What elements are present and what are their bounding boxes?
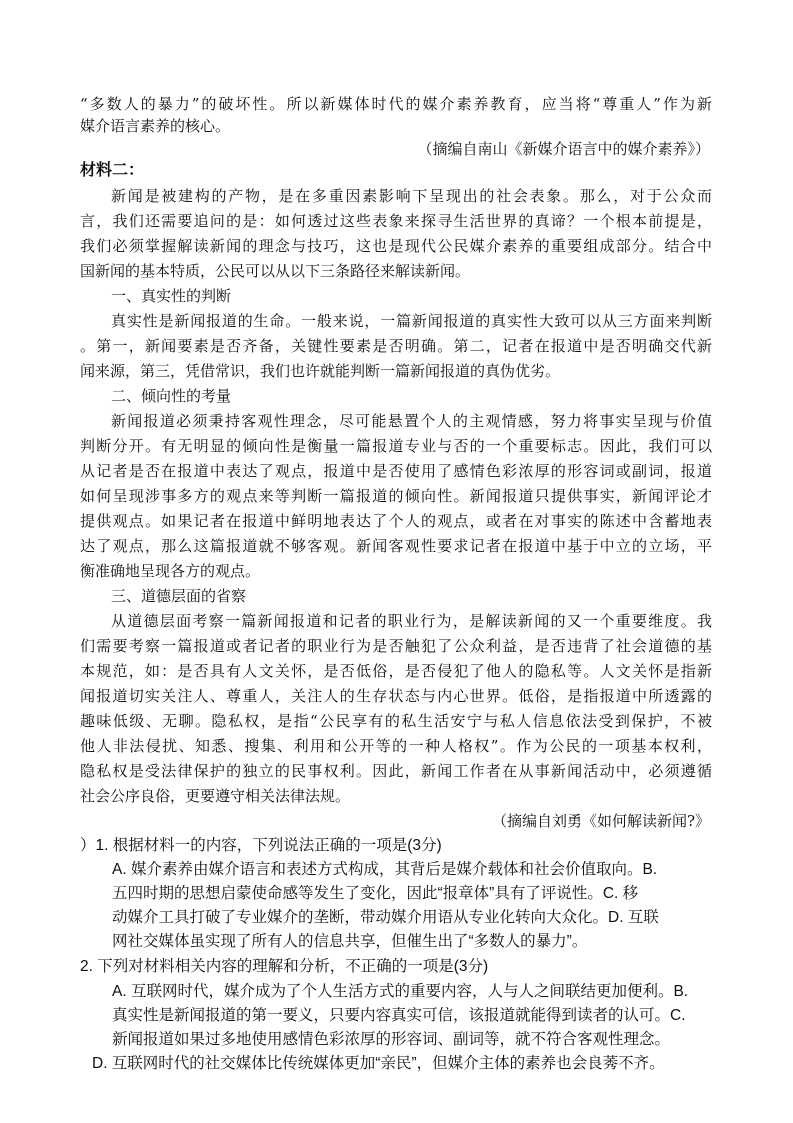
- paragraph-line: 们需要考察一篇报道或者记者的职业行为是否触犯了公众利益，是否违背了社会道德的基: [80, 637, 712, 655]
- option-line: 动媒介工具打破了专业媒介的垄断，带动媒介用语从专业化转向大众化。D. 互联: [112, 909, 659, 926]
- question-stem: ）1. 根据材料一的内容，下列说法正确的一项是(3分): [80, 837, 442, 854]
- option-line: 真实性是新闻报道的第一要义，只要内容真实可信，该报道就能得到读者的认可。C.: [112, 1007, 686, 1024]
- paragraph-line: 他人非法侵扰、知悉、搜集、利用和公开等的一种人格权”。作为公民的一项基本权利，: [80, 737, 712, 755]
- paragraph-line: 如何呈现涉事多方的观点来等判断一篇报道的倾向性。新闻报道只提供事实，新闻评论才: [80, 487, 712, 505]
- subsection-title: 一、真实性的判断: [111, 287, 232, 305]
- source-citation: （摘编自南山《新媒介语言中的媒介素养》）: [417, 140, 710, 158]
- paragraph-line: 衡准确地呈现各方的观点。: [80, 562, 261, 580]
- option-line: 网社交媒体虽实现了所有人的信息共享，但催生出了“多数人的暴力”。: [112, 933, 588, 950]
- option-line: 五四时期的思想启蒙使命感等发生了变化，因此“报章体”具有了评说性。C. 移: [112, 885, 639, 902]
- question-stem: 2. 下列对材料相关内容的理解和分析，不正确的一项是(3分): [80, 958, 489, 975]
- paragraph-line: 社会公序良俗，更要遵守相关法律法规。: [80, 787, 351, 805]
- paragraph-line: 我们必须掌握解读新闻的理念与技巧，这也是现代公民媒介素养的重要组成部分。结合中: [80, 237, 712, 255]
- paragraph-line: 新闻报道必须秉持客观性理念，尽可能悬置个人的主观情感，努力将事实呈现与价值: [111, 412, 712, 430]
- paragraph-line: 新闻是被建构的产物，是在多重因素影响下呈现出的社会表象。那么，对于公众而: [111, 187, 712, 205]
- section-heading: 材料二：: [80, 160, 145, 179]
- paragraph-line: 从记者是否在报道中表达了观点，报道中是否使用了感情色彩浓厚的形容词或副词，报道: [80, 462, 712, 480]
- option-line: A. 互联网时代，媒介成为了个人生活方式的重要内容，人与人之间联结更加便利。B.: [112, 983, 689, 1000]
- paragraph-line: 隐私权是受法律保护的独立的民事权利。因此，新闻工作者在从事新闻活动中，必须遵循: [80, 762, 712, 780]
- subsection-title: 三、道德层面的省察: [111, 587, 247, 605]
- subsection-title: 二、倾向性的考量: [111, 387, 232, 405]
- paragraph-line: 本规范，如：是否具有人文关怀，是否低俗，是否侵犯了他人的隐私等。人文关怀是指新: [80, 662, 712, 680]
- paragraph-line: 言，我们还需要追问的是：如何透过这些表象来探寻生活世界的真谛？一个根本前提是，: [80, 212, 712, 230]
- paragraph-line: 媒介语言素养的核心。: [80, 117, 231, 135]
- paragraph-line: 真实性是新闻报道的生命。一般来说，一篇新闻报道的真实性大致可以从三方面来判断: [111, 312, 712, 330]
- option-line: 新闻报道如果过多地使用感情色彩浓厚的形容词、副词等，就不符合客观性理念。: [112, 1031, 671, 1048]
- paragraph-line: 达了观点，那么这篇报道就不够客观。新闻客观性要求记者在报道中基于中立的立场，平: [80, 537, 712, 555]
- paragraph-line: 闻来源，第三，凭借常识，我们也许就能判断一篇新闻报道的真伪优劣。: [80, 362, 561, 380]
- paragraph-line: 闻报道切实关注人、尊重人，关注人的生存状态与内心世界。低俗，是指报道中所透露的: [80, 687, 712, 705]
- paragraph-line: 趣味低级、无聊。隐私权，是指“公民享有的私生活安宁与私人信息依法受到保护，不被: [80, 712, 712, 730]
- option-line: A. 媒介素养由媒介语言和表述方式构成，其背后是媒介载体和社会价值取向。B.: [112, 861, 658, 878]
- paragraph-line: 。第一，新闻要素是否齐备，关键性要素是否明确。第二，记者在报道中是否明确交代新: [80, 337, 712, 355]
- source-citation: （摘编自刘勇《如何解读新闻?》: [491, 812, 710, 830]
- paragraph-line: 判断分开。有无明显的倾向性是衡量一篇报道专业与否的一个重要标志。因此，我们可以: [80, 437, 712, 455]
- paragraph-line: 国新闻的基本特质，公民可以从以下三条路径来解读新闻。: [80, 262, 471, 280]
- paragraph-line: “多数人的暴力”的破坏性。所以新媒体时代的媒介素养教育，应当将“尊重人”作为新: [80, 95, 712, 113]
- paragraph-line: 提供观点。如果记者在报道中鲜明地表达了个人的观点，或者在对事实的陈述中含蓄地表: [80, 512, 712, 530]
- paragraph-line: 从道德层面考察一篇新闻报道和记者的职业行为，是解读新闻的又一个重要维度。我: [111, 612, 712, 630]
- option-line: D. 互联网时代的社交媒体比传统媒体更加“亲民”，但媒介主体的素养也会良莠不齐。: [92, 1055, 665, 1072]
